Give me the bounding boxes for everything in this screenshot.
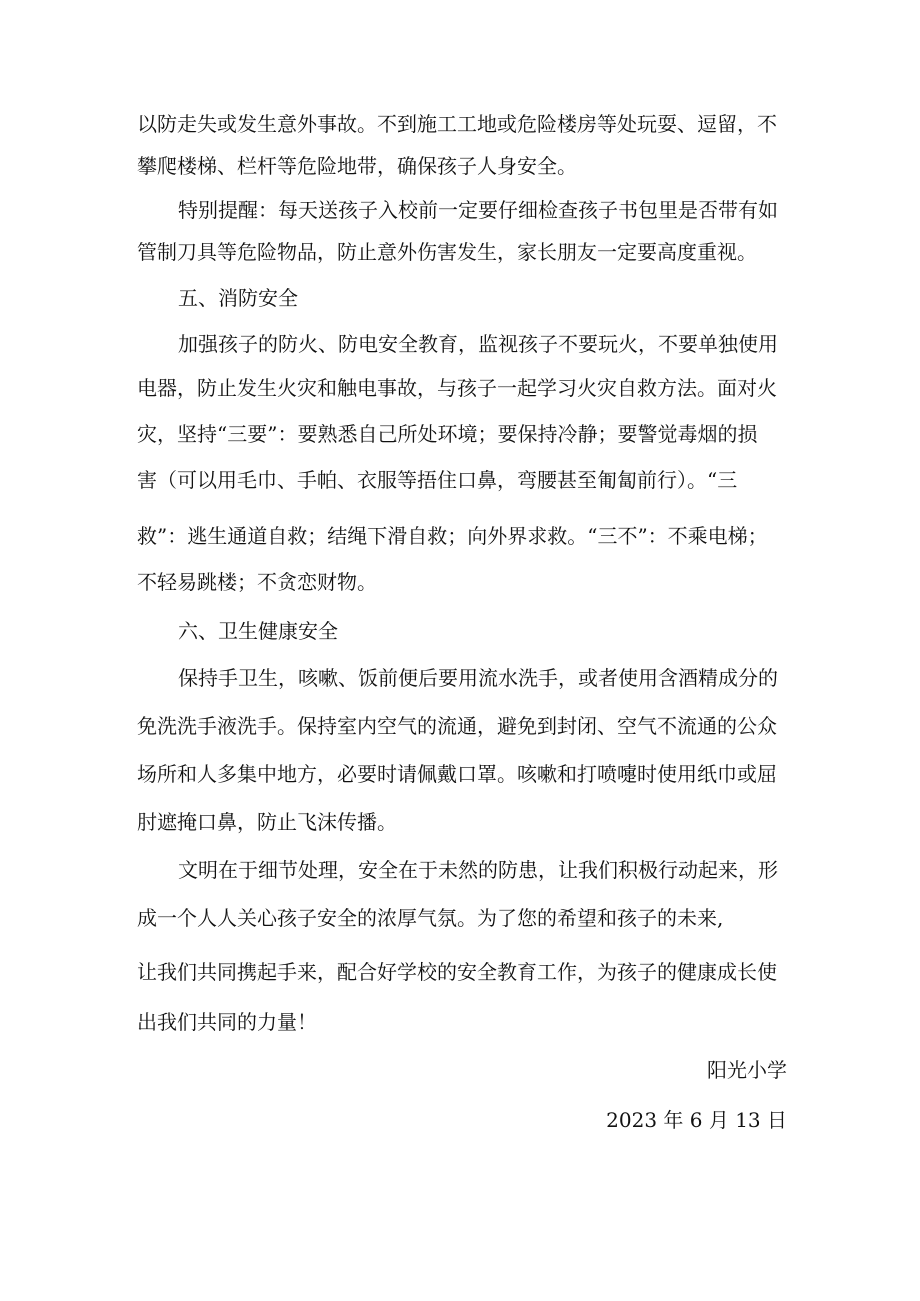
body-line: 救”：逃生通道自救；结绳下滑自救；向外界求救。“三不”：不乘电梯；	[137, 524, 768, 548]
body-line: 管制刀具等危险物品，防止意外伤害发生，家长朋友一定要高度重视。	[137, 240, 757, 264]
body-line: 灾，坚持“三要”：要熟悉自己所处环境；要保持冷静；要警觉毒烟的损	[137, 422, 758, 446]
body-line: 场所和人多集中地方，必要时请佩戴口罩。咳嗽和打喷嚏时使用纸巾或屈	[137, 762, 777, 786]
body-line: 让我们共同携起手来，配合好学校的安全教育工作，为孩子的健康成长使	[137, 960, 777, 984]
body-line: 不轻易跳楼；不贪恋财物。	[137, 570, 377, 594]
body-line: 保持手卫生，咳嗽、饭前便后要用流水洗手，或者使用含酒精成分的	[178, 666, 778, 690]
body-line: 电器，防止发生火灾和触电事故，与孩子一起学习火灾自救方法。面对火	[137, 376, 777, 400]
body-line: 出我们共同的力量！	[137, 1010, 317, 1034]
section-heading-hygiene-safety: 六、卫生健康安全	[178, 619, 338, 643]
body-line: 加强孩子的防火、防电安全教育，监视孩子不要玩火，不要单独使用	[178, 332, 778, 356]
signature-date: 2023 年 6 月 13 日	[606, 1108, 787, 1132]
section-heading-fire-safety: 五、消防安全	[178, 286, 298, 310]
body-line: 特别提醒：每天送孩子入校前一定要仔细检查孩子书包里是否带有如	[178, 198, 778, 222]
body-line: 免洗洗手液洗手。保持室内空气的流通，避免到封闭、空气不流通的公众	[137, 714, 777, 738]
body-line: 文明在于细节处理，安全在于未然的防患，让我们积极行动起来，形	[178, 858, 778, 882]
body-line: 以防走失或发生意外事故。不到施工工地或危险楼房等处玩耍、逗留，不	[137, 112, 777, 136]
body-line: 成一个人人关心孩子安全的浓厚气氛。为了您的希望和孩子的未来,	[137, 906, 724, 930]
body-line: 害（可以用毛巾、手帕、衣服等捂住口鼻，弯腰甚至匍匐前行）。“三	[137, 468, 738, 492]
body-line: 攀爬楼梯、栏杆等危险地带，确保孩子人身安全。	[137, 154, 577, 178]
body-line: 肘遮掩口鼻，防止飞沫传播。	[137, 810, 397, 834]
signature-school: 阳光小学	[707, 1058, 787, 1082]
